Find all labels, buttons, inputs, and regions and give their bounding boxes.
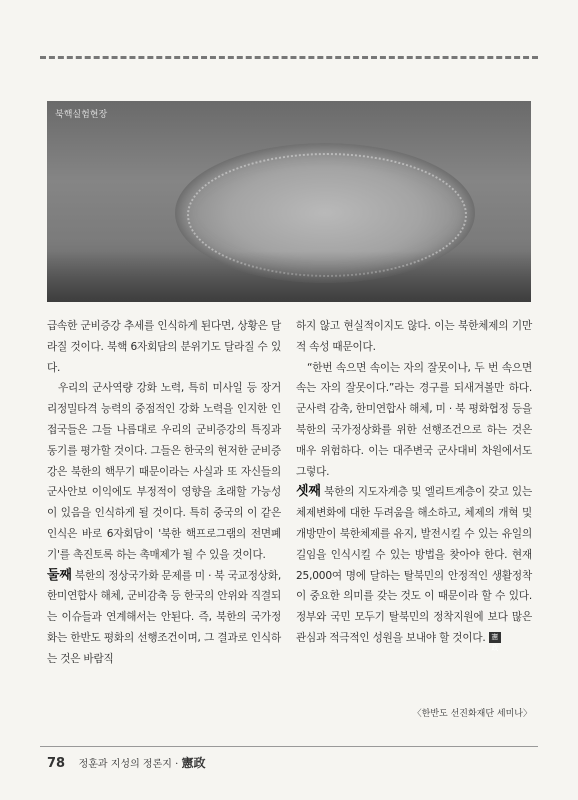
paragraph: “한번 속으면 속이는 자의 잘못이나, 두 번 속으면 속는 자의 잘못이다.”라는 경구를 되새겨볼만 하다. 군사력 감축, 한미연합사 해체, 미 · 북 평화협정 등을 북한의 국가정상화를 위한 선행조건으로 하는 것은 매우 위험하다. 이는 대주변국 군사대비 차원에서도 그렇다. <box>296 361 532 478</box>
footer-rule <box>40 746 538 747</box>
paragraph: 하지 않고 현실적이지도 않다. 이는 북한체제의 기만적 속성 때문이다. <box>296 320 532 353</box>
section-lead: 둘째 <box>47 567 72 583</box>
ground-shadow <box>47 251 531 302</box>
paragraph <box>296 482 532 653</box>
magazine-title: 憲政 <box>181 756 206 770</box>
section-lead: 셋째 <box>296 484 321 500</box>
magazine-name <box>78 756 206 770</box>
left-column <box>47 316 281 670</box>
page-number: 78 <box>47 756 66 771</box>
paragraph-text: 북한의 정상국가화 문제를 미 · 북 국교정상화, 한미연합사 해체, 군비감축 등 한국의 안위와 직결되는 이슈들과 연계해서는 안된다. 즉, 북한의 국가정화는 한반도 평화의 선행조건이며, 그 결과로 인식하는 것은 바람직 <box>47 569 281 665</box>
photo-caption: 북핵실험현장 <box>55 110 108 120</box>
paragraph: 급속한 군비증강 추세를 인식하게 된다면, 상황은 달라질 것이다. 북핵 6자회담의 분위기도 달라질 수 있다. <box>47 320 281 374</box>
top-dashed-rule <box>40 56 538 59</box>
page-footer <box>47 754 205 771</box>
end-mark-seal: 憲政 <box>489 632 501 643</box>
paragraph: 우리의 군사역량 강화 노력, 특히 미사일 등 장거리정밀타격 능력의 중점적인 강화 노력을 인지한 인접국들은 그들 나름대로 우리의 군비증강의 특징과 동기를 평가할 것이다. 그들은 한국의 현저한 군비증강은 북한의 핵무기 때문이라는 사실과 또 자신들의 군사안보 이익에도 부정적이 영향을 초래할 가능성이 있음을 인식하게 될 것이다. 특히 중국의 이 같은 인식은 바로 6자회담이 '북한 핵프로그램의 전면폐기'를 촉진토록 하는 촉매제가 될 수 있을 것이다. <box>47 382 281 561</box>
paragraph-text: 북한의 지도자계층 및 엘리트계층이 갖고 있는 체제변화에 대한 두려움을 해소하고, 체제의 개혁 및 개방만이 북한체제를 유지, 발전시킬 수 있는 유일의 길임을 인식시킬 수 있는 방법을 찾아야 한다. 현재 25,000여 명에 달하는 탈북민의 안정적인 생활정착이 중요한 의미를 갖는 것도 이 때문이라 할 수 있다. 정부와 국민 모두기 탈북민의 정착지원에 보다 많은 관심과 적극적인 성원을 보내야 할 것이다. <box>296 486 532 644</box>
paragraph <box>47 566 281 670</box>
right-column <box>296 316 532 653</box>
magazine-prefix: 정훈과 지성의 정론지 · <box>78 759 182 770</box>
nuclear-test-site-photo <box>47 101 531 302</box>
source-note: 〈한반도 선진화재단 세미나〉 <box>412 709 532 719</box>
